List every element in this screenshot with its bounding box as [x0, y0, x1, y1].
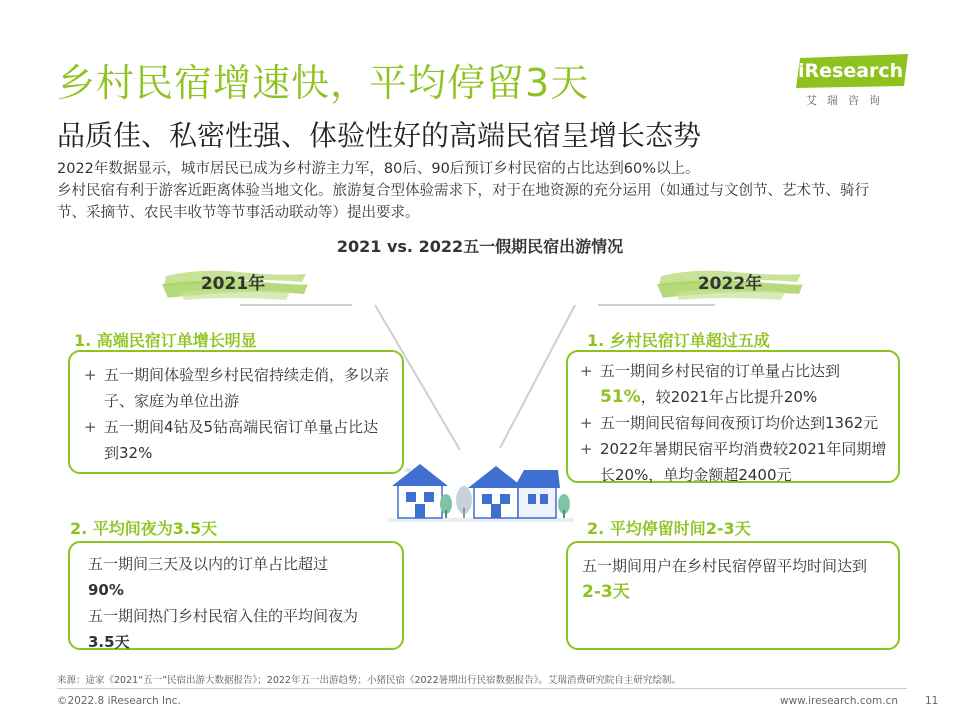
left-section-2-line-1: 五一期间三天及以内的订单占比超过 [88, 555, 329, 573]
copyright-text: ©2022.8 iResearch Inc. [57, 695, 181, 707]
plus-icon: + [84, 366, 97, 384]
orders-share-value: 51% [600, 387, 641, 407]
right-section-1-title: 1. 乡村民宿订单超过五成 [587, 331, 770, 350]
page-number: 11 [925, 695, 939, 707]
list-item: + 五一期间乡村民宿的订单量占比达到51%，较2021年占比提升20% [578, 358, 888, 410]
plus-icon: + [580, 414, 593, 432]
left-section-2-value-2: 3.5天 [88, 633, 130, 651]
right-section-2-box [566, 541, 900, 650]
right-section-1-list [578, 358, 888, 488]
plus-icon: + [580, 440, 593, 458]
village-houses-illustration [388, 440, 574, 524]
year-label-2022: 2022年 [697, 274, 763, 294]
year-label-2021: 2021年 [200, 274, 266, 294]
website-link[interactable]: www.iresearch.com.cn [780, 695, 899, 707]
comparison-title: 2021 vs. 2022五一假期民宿出游情况 [336, 237, 624, 256]
right-section-2-text: 五一期间用户在乡村民宿停留平均时间达到2-3天 [582, 557, 868, 602]
plus-icon: + [84, 418, 97, 436]
left-section-1-list [82, 362, 390, 466]
left-section-1-title: 1. 高端民宿订单增长明显 [74, 331, 257, 350]
page-subtitle: 品质佳、私密性强、体验性好的高端民宿呈增长态势 [57, 119, 702, 152]
left-section-2-line-2: 五一期间热门乡村民宿入住的平均间夜为 [88, 607, 359, 625]
left-section-2-box [68, 541, 404, 650]
page-title: 乡村民宿增速快，平均停留3天 [57, 61, 590, 105]
source-note: 来源：途家《2021“五一”民宿出游大数据报告》；2022年五一出游趋势；小猪民宿《2022暑期出行民宿数据报告》。艾瑞消费研究院自主研究绘制。 [57, 675, 681, 686]
list-item: + 2022年暑期民宿平均消费较2021年同期增长20%，单均金额超2400元 [578, 436, 888, 488]
list-item: + 五一期间4钻及5钻高端民宿订单量占比达到32% [82, 414, 390, 466]
left-section-1-box [68, 350, 404, 474]
logo-subtext: 艾瑞咨询 [806, 94, 890, 107]
left-section-2-title: 2. 平均间夜为3.5天 [70, 519, 218, 538]
plus-icon: + [580, 362, 593, 380]
right-section-1-box [566, 350, 900, 483]
footer-divider [57, 688, 907, 689]
list-item: + 五一期间民宿每间夜预订均价达到1362元 [578, 410, 888, 436]
stay-duration-value: 2-3天 [582, 582, 630, 602]
intro-line-2: 乡村民宿有利于游客近距离体验当地文化。旅游复合型体验需求下，对于在地资源的充分运用（如通过与文创节、艺术节、骑行节、采摘节、农民丰收节等节事活动联动等）提出要求。 [57, 183, 869, 221]
right-section-2-title: 2. 平均停留时间2-3天 [587, 519, 751, 538]
left-section-2-value-1: 90% [88, 581, 124, 599]
intro-line-1: 2022年数据显示，城市居民已成为乡村游主力军，80后、90后预订乡村民宿的占比达到60%以上。 [57, 161, 700, 177]
logo-text: iResearch [798, 60, 904, 82]
list-item: + 五一期间体验型乡村民宿持续走俏，多以亲子、家庭为单位出游 [82, 362, 390, 414]
